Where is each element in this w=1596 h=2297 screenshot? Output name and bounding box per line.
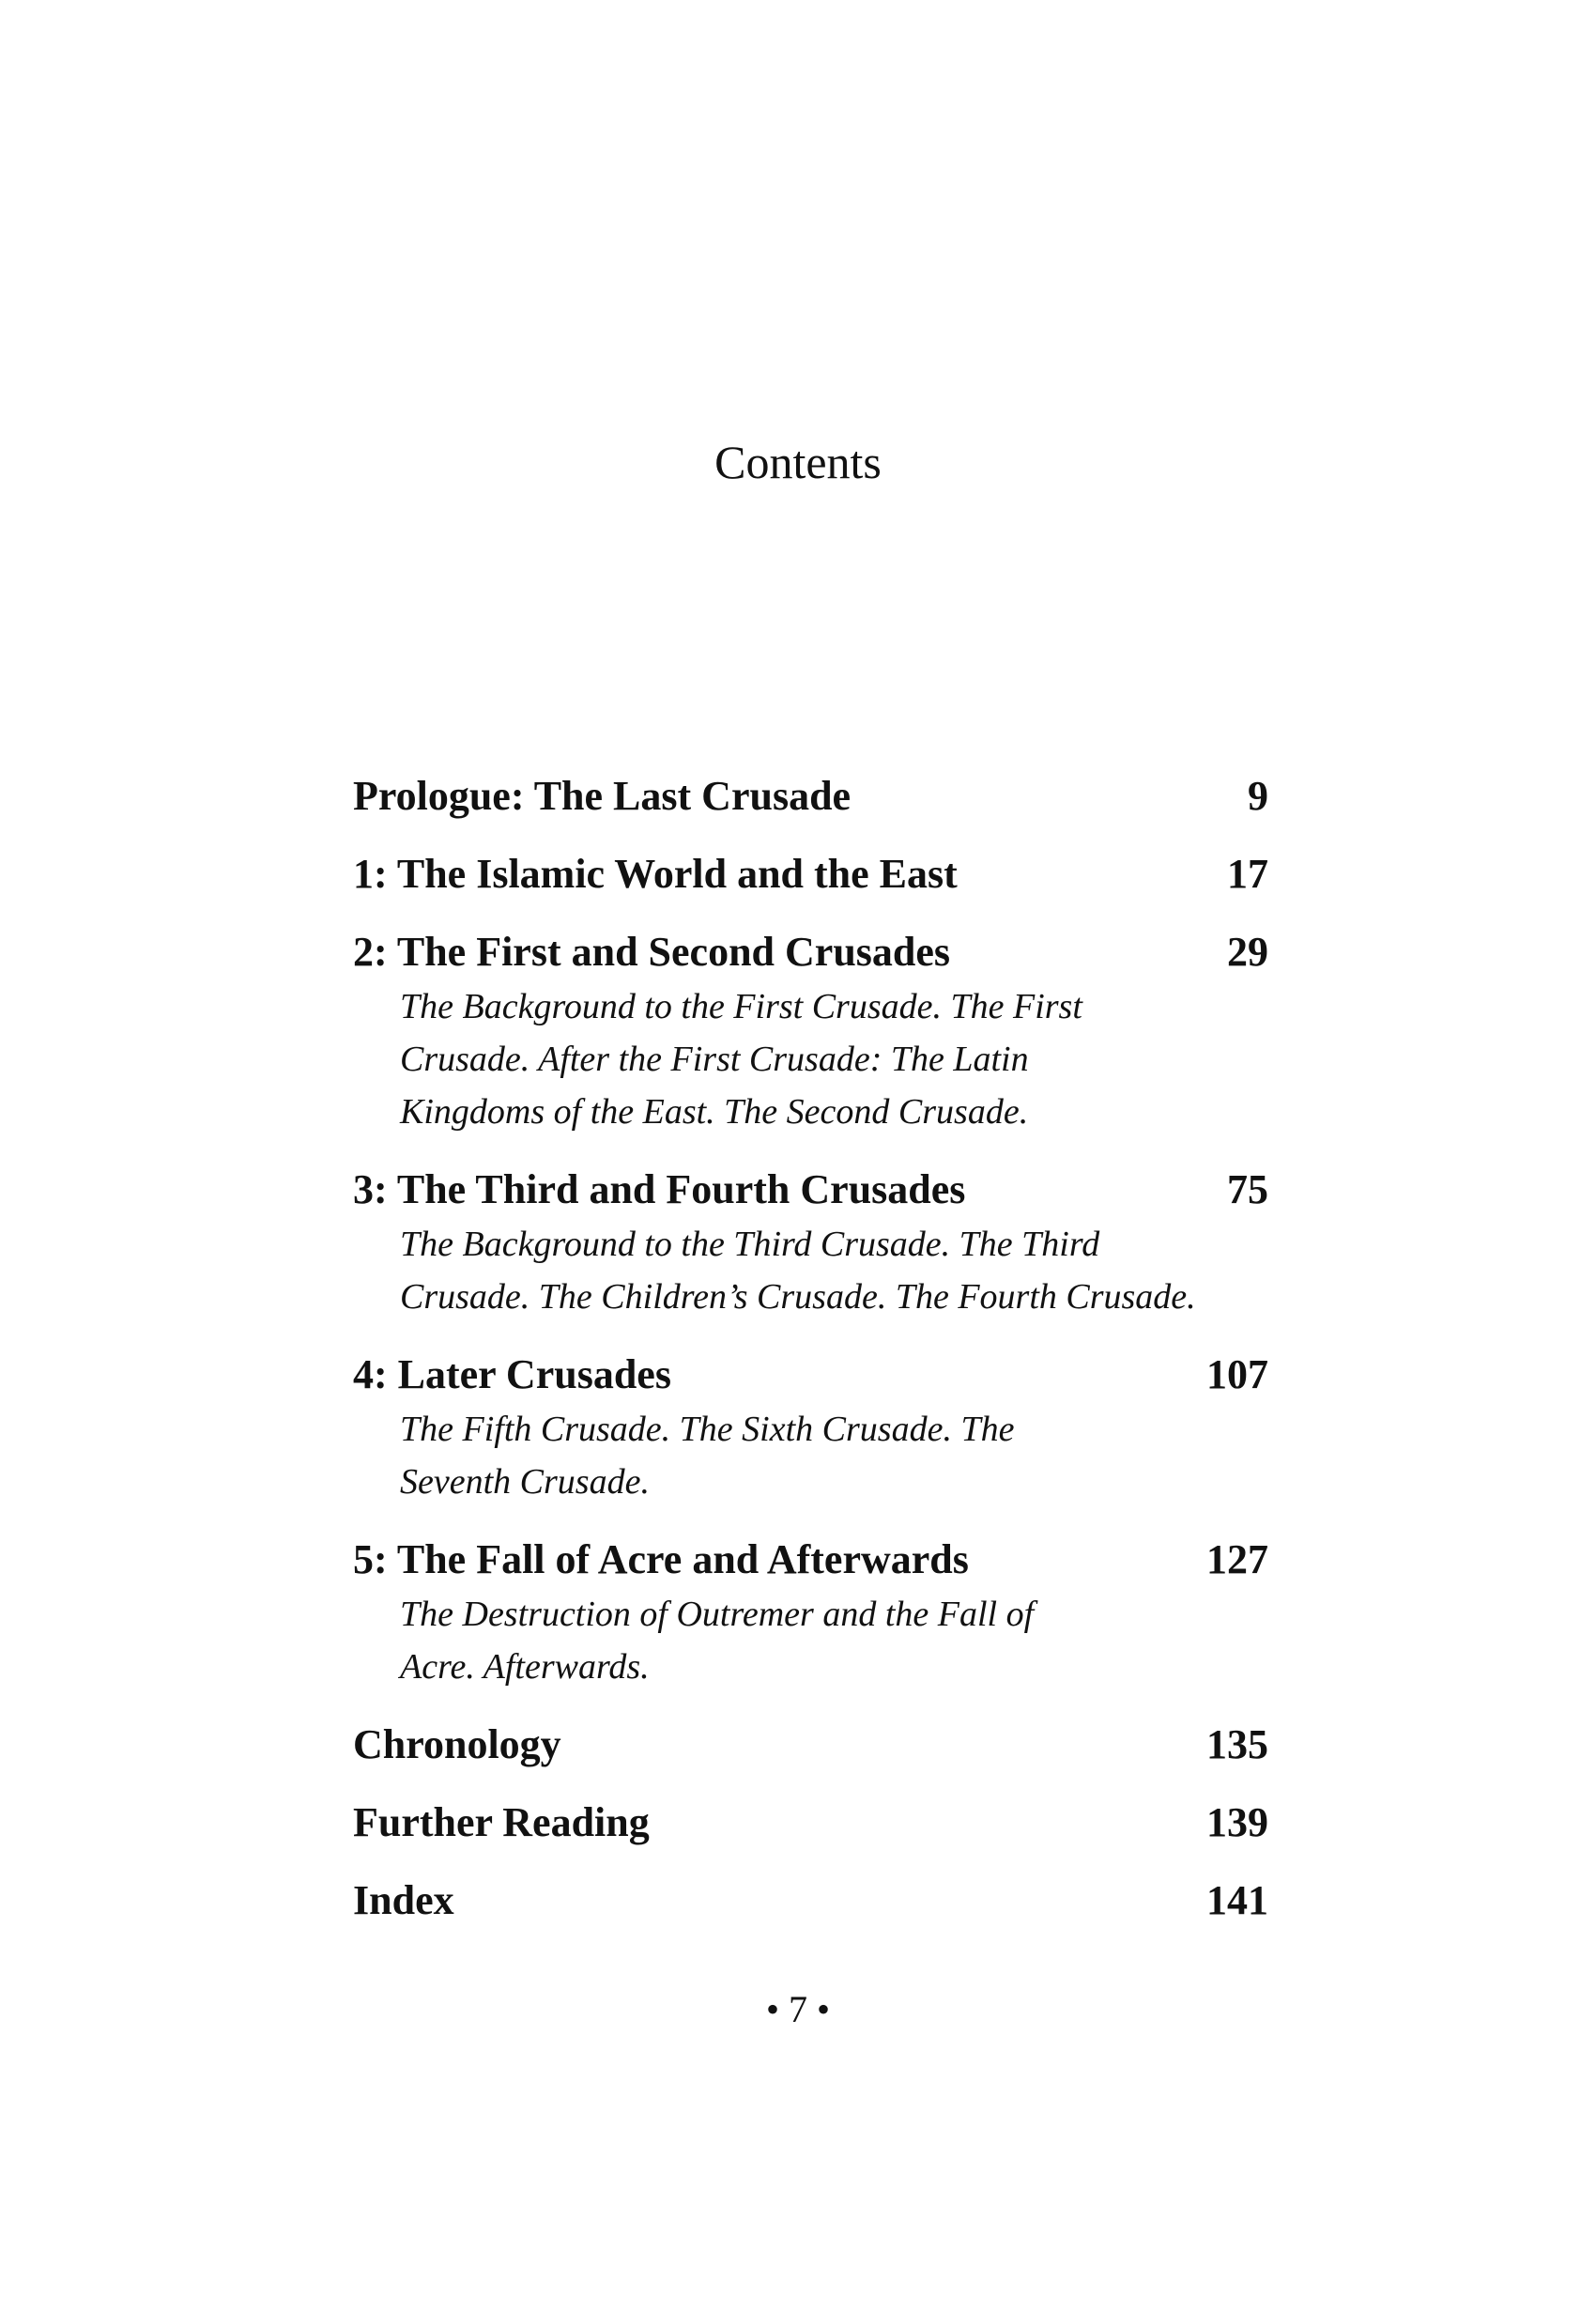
toc-subtitle-line: Seventh Crusade.: [400, 1462, 650, 1502]
toc-entry-page: 17: [1227, 851, 1268, 897]
toc-entry-head: [353, 926, 1268, 979]
toc-entry-head: [353, 1796, 1268, 1849]
table-of-contents: [353, 770, 1268, 1952]
toc-entry-title: 2: The First and Second Crusades: [353, 929, 951, 975]
toc-entry-prologue: [353, 770, 1268, 823]
page-title: Contents: [714, 436, 882, 488]
toc-entry-title: Index: [353, 1877, 454, 1923]
toc-entry-chapter-1: [353, 848, 1268, 901]
toc-subtitle-line: Kingdoms of the East. The Second Crusade.: [400, 1092, 1029, 1132]
toc-entry-page: 139: [1206, 1799, 1268, 1845]
toc-entry-title: Further Reading: [353, 1799, 650, 1845]
toc-subtitle-line: The Background to the Third Crusade. The Third: [400, 1225, 1100, 1264]
toc-entry-page: 141: [1206, 1877, 1268, 1923]
toc-entry-subtitles: [353, 980, 1268, 1138]
toc-entry-subtitles: [353, 1218, 1268, 1323]
toc-entry-title: 4: Later Crusades: [353, 1351, 671, 1397]
toc-entry-page: 107: [1206, 1351, 1268, 1397]
toc-subtitle-line: The Background to the First Crusade. The First: [400, 987, 1082, 1026]
toc-entry-chapter-2: [353, 926, 1268, 1138]
toc-entry-chronology: [353, 1719, 1268, 1771]
toc-subtitle-line: The Destruction of Outremer and the Fall of: [400, 1595, 1035, 1634]
toc-entry-chapter-3: [353, 1164, 1268, 1323]
toc-entry-title: Chronology: [353, 1721, 561, 1767]
toc-subtitle-line: Crusade. After the First Crusade: The Latin: [400, 1040, 1029, 1079]
toc-entry-title: 3: The Third and Fourth Crusades: [353, 1166, 966, 1212]
toc-entry-head: [353, 1164, 1268, 1216]
toc-entry-title: Prologue: The Last Crusade: [353, 773, 852, 819]
page-number: • 7 •: [765, 1988, 830, 2030]
toc-entry-head: [353, 1719, 1268, 1771]
toc-entry-page: 127: [1206, 1536, 1268, 1582]
toc-entry-head: [353, 1534, 1268, 1586]
toc-entry-chapter-5: [353, 1534, 1268, 1693]
toc-entry-page: 135: [1206, 1721, 1268, 1767]
toc-subtitle-line: Acre. Afterwards.: [400, 1647, 650, 1687]
toc-entry-subtitles: [353, 1588, 1268, 1693]
toc-subtitle-line: The Fifth Crusade. The Sixth Crusade. The: [400, 1410, 1015, 1449]
toc-subtitle-line: Crusade. The Children’s Crusade. The Fourth Crusade.: [400, 1277, 1196, 1317]
toc-entry-title: 1: The Islamic World and the East: [353, 851, 958, 897]
toc-entry-head: [353, 1874, 1268, 1927]
toc-entry-chapter-4: [353, 1349, 1268, 1508]
toc-entry-further-reading: [353, 1796, 1268, 1849]
toc-entry-index: [353, 1874, 1268, 1927]
toc-entry-page: 9: [1248, 773, 1268, 819]
toc-entry-page: 75: [1227, 1166, 1268, 1212]
toc-entry-page: 29: [1227, 929, 1268, 975]
toc-entry-subtitles: [353, 1403, 1268, 1508]
toc-entry-head: [353, 1349, 1268, 1401]
toc-entry-head: [353, 770, 1268, 823]
toc-entry-title: 5: The Fall of Acre and Afterwards: [353, 1536, 969, 1582]
toc-entry-head: [353, 848, 1268, 901]
